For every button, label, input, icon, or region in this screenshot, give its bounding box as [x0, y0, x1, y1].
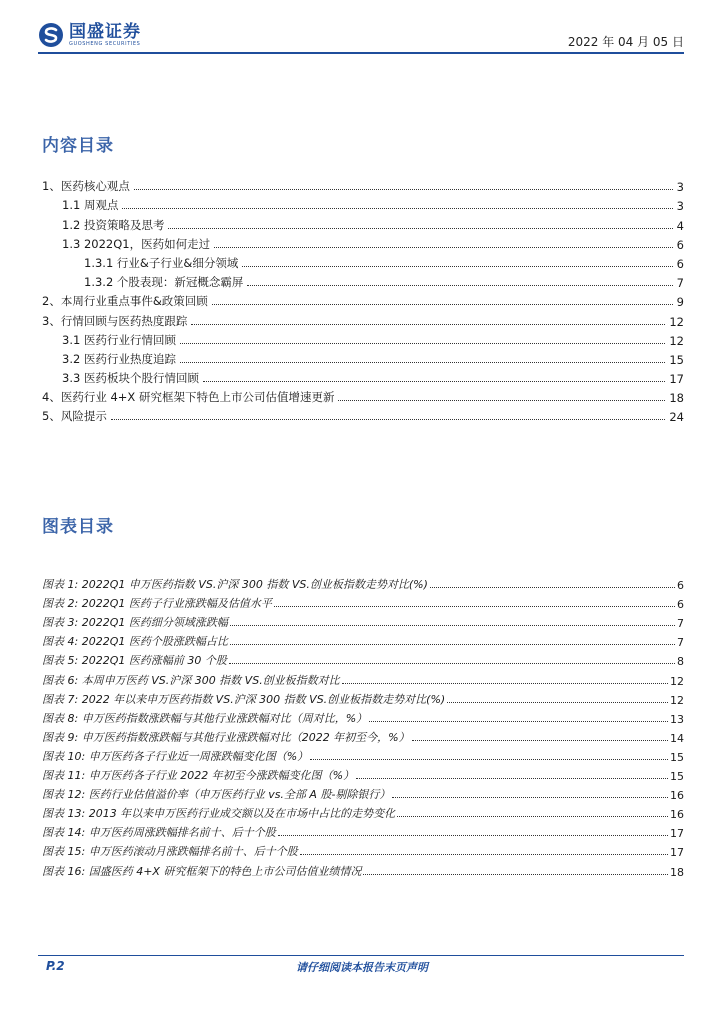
figure-entry[interactable]	[42, 821, 684, 840]
figure-entry[interactable]	[42, 840, 684, 859]
toc-entry-label: 1.3.1 行业&子行业&细分领域	[84, 255, 239, 270]
dot-leader	[412, 739, 668, 741]
toc-entry-label: 3.2 医药行业热度追踪	[62, 351, 176, 366]
toc-entry[interactable]	[42, 367, 684, 386]
toc-entry-page: 4	[676, 218, 684, 233]
dot-leader	[274, 605, 675, 607]
figure-entry-label: 图表 10: 申万医药各子行业近一周涨跌幅变化图（%）	[42, 749, 309, 763]
footer-divider	[38, 955, 684, 956]
toc-entry[interactable]	[42, 175, 684, 194]
toc-entry[interactable]	[42, 233, 684, 252]
toc-entry-page: 18	[669, 391, 684, 406]
dot-leader	[338, 399, 665, 401]
toc-entry-label: 3.1 医药行业行情回顾	[62, 332, 176, 347]
figure-entry-page: 6	[677, 579, 684, 593]
dot-leader	[230, 624, 675, 626]
figure-entry[interactable]	[42, 611, 684, 630]
figure-entry-label: 图表 1: 2022Q1 申万医药指数 VS.沪深 300 指数 VS.创业板指数走势对比(%)	[42, 578, 428, 592]
figure-entry[interactable]	[42, 859, 684, 878]
toc-entry-page: 12	[669, 314, 684, 329]
figure-entry-label: 图表 12: 医药行业估值溢价率（申万医药行业 vs.全部 A 股-剔除银行）	[42, 788, 391, 802]
figure-entry-label: 图表 16: 国盛医药 4+X 研究框架下的特色上市公司估值业绩情况	[42, 864, 362, 878]
dot-leader	[310, 758, 668, 760]
figures-title: 图表目录	[42, 517, 114, 537]
dot-leader	[122, 207, 672, 209]
figure-entry[interactable]	[42, 802, 684, 821]
toc-entry[interactable]	[42, 309, 684, 328]
dot-leader	[356, 777, 668, 779]
figure-entry[interactable]	[42, 573, 684, 592]
figure-entry-label: 图表 9: 申万医药指数涨跌幅与其他行业涨跌幅对比（2022 年初至今，%）	[42, 730, 410, 744]
figure-entry[interactable]	[42, 707, 684, 726]
figure-entry-page: 6	[677, 598, 684, 612]
figure-entry-page: 14	[670, 731, 684, 745]
disclaimer-note: 请仔细阅读本报告末页声明	[296, 961, 428, 974]
dot-leader	[392, 796, 668, 798]
figure-entry[interactable]	[42, 668, 684, 687]
toc-entry-label: 5、风险提示	[42, 409, 107, 424]
toc-entry[interactable]	[42, 329, 684, 348]
report-date: 2022 年 04 月 05 日	[567, 35, 684, 49]
dot-leader	[447, 701, 668, 703]
dot-leader	[278, 834, 668, 836]
figure-entry-page: 15	[670, 750, 684, 764]
figure-entry-label: 图表 14: 申万医药周涨跌幅排名前十、后十个股	[42, 826, 276, 840]
toc-entry-label: 3.3 医药板块个股行情回顾	[62, 371, 199, 386]
toc-entry-page: 6	[676, 237, 684, 252]
figure-entry-page: 7	[677, 636, 684, 650]
figure-entry-label: 图表 13: 2013 年以来申万医药行业成交额以及在市场中占比的走势变化	[42, 807, 396, 821]
logo-name-en: GUOSHENG SECURITIES	[69, 40, 141, 47]
figure-entry-page: 8	[677, 655, 684, 669]
figure-entry-page: 17	[670, 827, 684, 841]
dot-leader	[212, 303, 673, 305]
toc-entry-page: 7	[676, 276, 684, 291]
header-divider	[38, 52, 684, 54]
figure-entry[interactable]	[42, 649, 684, 668]
toc-list	[42, 175, 684, 424]
dot-leader	[342, 682, 668, 684]
toc-title: 内容目录	[42, 136, 114, 156]
figure-entry[interactable]	[42, 764, 684, 783]
figure-entry-label: 图表 7: 2022 年以来申万医药指数 VS.沪深 300 指数 VS.创业板指数走势对比(%)	[42, 692, 446, 706]
dot-leader	[242, 265, 672, 267]
dot-leader	[300, 853, 668, 855]
figure-entry[interactable]	[42, 630, 684, 649]
toc-entry[interactable]	[42, 386, 684, 405]
toc-entry[interactable]	[42, 290, 684, 309]
toc-entry-label: 3、行情回顾与医药热度跟踪	[42, 313, 188, 328]
figure-entry-page: 16	[670, 789, 684, 803]
figure-entry[interactable]	[42, 783, 684, 802]
figure-entry-label: 图表 8: 申万医药指数涨跌幅与其他行业涨跌幅对比（周对比，%）	[42, 711, 368, 725]
dot-leader	[214, 246, 673, 248]
figure-entry-page: 17	[670, 846, 684, 860]
dot-leader	[180, 361, 665, 363]
toc-entry-label: 2、本周行业重点事件&政策回顾	[42, 294, 208, 309]
figure-entry-label: 图表 6: 本周申万医药 VS.沪深 300 指数 VS.创业板指数对比	[42, 673, 340, 687]
toc-entry[interactable]	[42, 252, 684, 271]
dot-leader	[203, 380, 665, 382]
figure-entry-page: 18	[670, 865, 684, 879]
toc-entry[interactable]	[42, 271, 684, 290]
dot-leader	[191, 323, 665, 325]
dot-leader	[430, 586, 675, 588]
page-header	[38, 20, 684, 54]
toc-entry-label: 1、医药核心观点	[42, 179, 130, 194]
toc-entry-page: 24	[669, 410, 684, 425]
toc-entry[interactable]	[42, 213, 684, 232]
figure-entry-label: 图表 2: 2022Q1 医药子行业涨跌幅及估值水平	[42, 597, 272, 611]
figure-entry-page: 7	[677, 617, 684, 631]
figure-entry-page: 12	[670, 693, 684, 707]
dot-leader	[180, 342, 665, 344]
toc-entry[interactable]	[42, 194, 684, 213]
dot-leader	[168, 227, 672, 229]
dot-leader	[369, 720, 668, 722]
figure-entry-page: 15	[670, 770, 684, 784]
dot-leader	[230, 643, 675, 645]
figures-list	[42, 573, 684, 879]
toc-entry-page: 6	[676, 256, 684, 271]
dot-leader	[247, 284, 672, 286]
figure-entry-page: 12	[670, 674, 684, 688]
figure-entry-label: 图表 4: 2022Q1 医药个股涨跌幅占比	[42, 635, 228, 649]
company-logo	[38, 22, 141, 48]
figure-entry[interactable]	[42, 688, 684, 707]
toc-entry-page: 3	[676, 199, 684, 214]
figure-entry-page: 13	[670, 712, 684, 726]
figure-entry-label: 图表 3: 2022Q1 医药细分领域涨跌幅	[42, 616, 228, 630]
toc-entry-page: 12	[669, 333, 684, 348]
figure-entry[interactable]	[42, 745, 684, 764]
toc-entry[interactable]	[42, 348, 684, 367]
figure-entry-label: 图表 15: 申万医药滚动月涨跌幅排名前十、后十个股	[42, 845, 298, 859]
toc-entry-label: 4、医药行业 4+X 研究框架下特色上市公司估值增速更新	[42, 390, 335, 405]
dot-leader	[229, 662, 675, 664]
dot-leader	[397, 815, 668, 817]
toc-entry-page: 3	[676, 180, 684, 195]
figure-entry-page: 16	[670, 808, 684, 822]
toc-entry-page: 17	[669, 372, 684, 387]
toc-entry-page: 15	[669, 352, 684, 367]
toc-entry-label: 1.3 2022Q1，医药如何走过	[62, 236, 211, 251]
toc-entry-page: 9	[676, 295, 684, 310]
logo-s-icon	[38, 22, 64, 48]
toc-entry[interactable]	[42, 405, 684, 424]
logo-name-cn: 国盛证券	[69, 21, 141, 42]
dot-leader	[363, 873, 668, 875]
dot-leader	[111, 418, 666, 420]
figure-entry-label: 图表 11: 申万医药各子行业 2022 年初至今涨跌幅变化图（%）	[42, 769, 355, 783]
toc-entry-label: 1.1 周观点	[62, 198, 119, 213]
dot-leader	[134, 188, 673, 190]
figure-entry[interactable]	[42, 726, 684, 745]
figure-entry[interactable]	[42, 592, 684, 611]
toc-entry-label: 1.2 投资策略及思考	[62, 217, 165, 232]
figure-entry-label: 图表 5: 2022Q1 医药涨幅前 30 个股	[42, 654, 227, 668]
toc-entry-label: 1.3.2 个股表现：新冠概念霸屏	[84, 275, 244, 290]
page-number: P.2	[46, 959, 65, 973]
